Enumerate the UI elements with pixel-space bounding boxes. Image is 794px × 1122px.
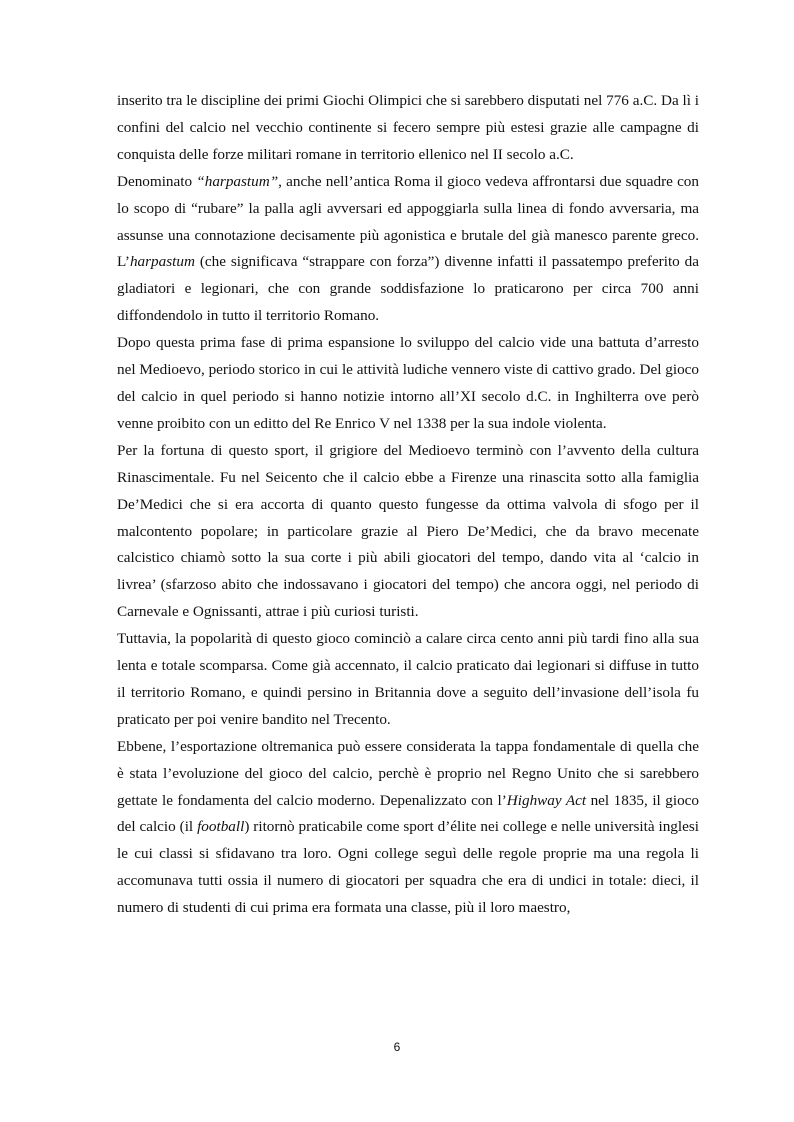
paragraph-1 <box>117 88 699 169</box>
paragraph-5 <box>117 626 699 734</box>
paragraph-4 <box>117 438 699 626</box>
text-segment: Denominato <box>117 172 197 190</box>
text-segment: inserito tra le discipline dei primi Giochi Olimpici che si sarebbero disputati nel 776 a.C. Da lì i confini del calcio nel vecchio continente si fecero sempre più estesi grazie alle campagne di conquista delle forze militari romane in territorio ellenico nel II secolo a.C. <box>117 92 699 163</box>
text-segment: nel 1835, il gioco del calcio (il <box>117 791 699 836</box>
text-segment: ) ritornò praticabile come sport d’élite nei college e nelle università inglesi le cui classi si sfidavano tra loro. Ogni college seguì delle regole proprie ma una regola li accomunava tutti ossia il numero di giocatori per squadra che era di undici in totale: dieci, il numero di studenti di cui prima era formata una classe, più il loro maestro, <box>117 818 699 917</box>
paragraph-3 <box>117 330 699 438</box>
italic-term-highway-act: Highway Act <box>506 791 587 809</box>
page-number: 6 <box>393 1040 401 1054</box>
text-segment: Dopo questa prima fase di prima espansione lo sviluppo del calcio vide una battuta d’arresto nel Medioevo, periodo storico in cui le attività ludiche vennero viste di cattivo grado. Del gioco del calcio in quel periodo si hanno notizie intorno all’XI secolo d.C. in Inghilterra ove però venne proibito con un editto del Re Enrico V nel 1338 per la sua indole violenta. <box>117 334 699 432</box>
paragraph-2 <box>117 169 699 330</box>
body-text <box>117 88 699 922</box>
text-segment: (che significava “strappare con forza”) divenne infatti il passatempo preferito da gladiatori e legionari, che con grande soddisfazione lo praticarono per circa 700 anni diffondendolo in tutto il territorio Romano. <box>117 253 699 325</box>
text-segment: Per la fortuna di questo sport, il grigiore del Medioevo terminò con l’avvento della cultura Rinascimentale. Fu nel Seicento che il calcio ebbe a Firenze una rinascita sotto alla famiglia De’Medici che si era accorta di quanto questo fungesse da ottima valvola di sfogo per il malcontento popolare; in particolare grazie al Piero De’Medici, che da bravo mecenate calcistico chiamò sotto la sua corte i più abili giocatori del tempo, dando vita al ‘calcio in livrea’ (sfarzoso abito che indossavano i giocatori del tempo) che ancora oggi, nel periodo di Carnevale e Ognissanti, attrae i più curiosi turisti. <box>117 441 699 621</box>
paragraph-6 <box>117 734 699 922</box>
italic-term-harpastum: harpastum <box>129 253 195 271</box>
italic-term-harpastum-quoted: “harpastum” <box>196 172 279 190</box>
text-segment: , anche nell’antica Roma il gioco vedeva affrontarsi due squadre con lo scopo di “rubare” la palla agli avversari ed appoggiarla sulla linea di fondo avversaria, ma assunse una connotazione decisamente più agonistica e brutale del già manesco parente greco. L’ <box>117 172 699 271</box>
italic-term-football: football <box>197 818 245 836</box>
text-segment: Ebbene, l’esportazione oltremanica può essere considerata la tappa fondamentale di quella che è stata l’evoluzione del gioco del calcio, perchè è proprio nel Regno Unito che si sarebbero gettate le fondamenta del calcio moderno. Depenalizzato con l’ <box>117 737 699 809</box>
text-segment: Tuttavia, la popolarità di questo gioco cominciò a calare circa cento anni più tardi fino alla sua lenta e totale scomparsa. Come già accennato, il calcio praticato dai legionari si diffuse in tutto il territorio Romano, e quindi persino in Britannia dove a seguito dell’invasione dell’isola fu praticato per poi venire bandito nel Trecento. <box>117 630 699 728</box>
